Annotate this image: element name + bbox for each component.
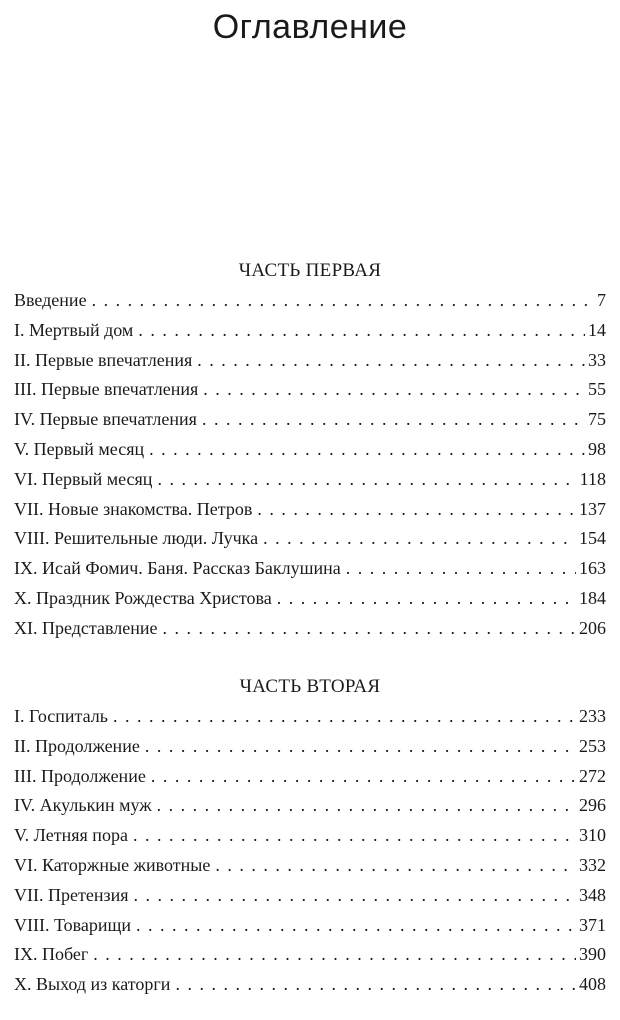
dot-leader (113, 702, 576, 732)
toc-entry-page-number: 163 (579, 558, 606, 579)
toc-entry[interactable] (14, 762, 606, 792)
toc-entry-title: IX. Побег (14, 944, 89, 965)
toc-entry-page-number: 55 (588, 379, 606, 400)
toc-entry[interactable] (14, 375, 606, 405)
dot-leader (134, 881, 577, 911)
toc-entry-page-number: 233 (579, 706, 606, 726)
toc-entry-page-number: 7 (597, 290, 606, 310)
dot-leader (133, 821, 576, 851)
toc-entry-title: I. Госпиталь (14, 706, 108, 726)
toc-entry[interactable] (14, 524, 606, 554)
dot-leader (197, 346, 585, 376)
toc-entry-page-number: 310 (579, 825, 606, 846)
toc-entry-page-number: 14 (588, 319, 606, 340)
toc-entry[interactable] (14, 584, 606, 614)
toc-entry[interactable] (14, 702, 606, 732)
page-title: Оглавление (212, 8, 408, 46)
toc-list (14, 286, 606, 644)
toc-entry-page-number: 408 (579, 974, 606, 995)
toc-entry-title: X. Праздник Рождества Христова (14, 587, 272, 608)
toc-entry-title: X. Выход из каторги (14, 974, 171, 995)
toc-entry-page-number: 390 (579, 944, 606, 965)
toc-entry-title: VIII. Товарищи (14, 914, 131, 935)
toc-entry-title: Введение (14, 290, 87, 310)
toc-entry-page-number: 253 (579, 735, 606, 756)
toc-entry[interactable] (14, 465, 606, 495)
toc-entry-page-number: 272 (579, 765, 606, 786)
dot-leader (162, 614, 576, 644)
dot-leader (157, 791, 576, 821)
toc-entry-title: II. Продолжение (14, 735, 140, 756)
toc-entry[interactable] (14, 911, 606, 941)
dot-leader (277, 584, 576, 614)
toc-entry[interactable] (14, 286, 606, 316)
toc-entry[interactable] (14, 821, 606, 851)
toc-entry-title: VIII. Решительные люди. Лучка (14, 528, 259, 549)
part-heading: ЧАСТЬ ПЕРВАЯ (238, 260, 382, 281)
toc-entry-title: VI. Первый месяц (14, 468, 153, 489)
toc-entry-title: IV. Акулькин муж (14, 795, 152, 816)
dot-leader (93, 940, 576, 970)
toc-entry[interactable] (14, 732, 606, 762)
dot-leader (202, 405, 585, 435)
toc-entry[interactable] (14, 791, 606, 821)
toc-entry[interactable] (14, 316, 606, 346)
toc-entry[interactable] (14, 851, 606, 881)
dot-leader (203, 375, 585, 405)
toc-entry-page-number: 118 (579, 468, 606, 489)
toc-entry-title: VII. Новые знакомства. Петров (14, 498, 253, 519)
toc-entry-page-number: 296 (579, 795, 606, 816)
toc-entry[interactable] (14, 940, 606, 970)
toc-entry-title: II. Первые впечатления (14, 349, 193, 370)
toc-entry-title: IV. Первые впечатления (14, 409, 197, 430)
toc-entry-page-number: 348 (579, 884, 606, 905)
toc-entry-page-number: 371 (579, 914, 606, 935)
toc-entry[interactable] (14, 554, 606, 584)
toc-entry[interactable] (14, 435, 606, 465)
toc-part-one (14, 256, 606, 644)
toc-entry-page-number: 33 (588, 349, 606, 370)
toc-entry-page-number: 154 (579, 528, 606, 549)
toc-entry[interactable] (14, 881, 606, 911)
part-heading: ЧАСТЬ ВТОРАЯ (239, 676, 381, 697)
dot-leader (257, 495, 576, 525)
dot-leader (151, 762, 576, 792)
toc-entry-title: I. Мертвый дом (14, 319, 134, 340)
toc-entry-page-number: 137 (579, 498, 606, 519)
toc-entry[interactable] (14, 495, 606, 525)
toc-entry[interactable] (14, 614, 606, 644)
dot-leader (346, 554, 576, 584)
toc-entry[interactable] (14, 405, 606, 435)
toc-entry-page-number: 332 (579, 854, 606, 875)
toc-entry-title: VII. Претензия (14, 884, 129, 905)
dot-leader (215, 851, 576, 881)
toc-entry-title: III. Продолжение (14, 765, 146, 786)
toc-entry-page-number: 184 (579, 587, 606, 608)
toc-entry-page-number: 98 (588, 438, 606, 459)
toc-entry-title: III. Первые впечатления (14, 379, 199, 400)
toc-entry-page-number: 75 (588, 409, 606, 430)
toc-entry-title: V. Летняя пора (14, 825, 128, 846)
dot-leader (145, 732, 576, 762)
toc-entry[interactable] (14, 346, 606, 376)
dot-leader (157, 465, 576, 495)
toc-entry-title: IX. Исай Фомич. Баня. Рассказ Баклушина (14, 558, 341, 579)
dot-leader (175, 970, 576, 1000)
dot-leader (263, 524, 576, 554)
toc-entry[interactable] (14, 970, 606, 1000)
dot-leader (136, 911, 576, 941)
dot-leader (92, 286, 594, 316)
toc-list (14, 702, 606, 1000)
toc-part-two (14, 672, 606, 1000)
dot-leader (149, 435, 585, 465)
toc-entry-title: XI. Представление (14, 617, 158, 638)
toc-entry-title: VI. Каторжные животные (14, 854, 211, 875)
toc-entry-page-number: 206 (579, 617, 606, 638)
dot-leader (138, 316, 585, 346)
toc-entry-title: V. Первый месяц (14, 438, 145, 459)
